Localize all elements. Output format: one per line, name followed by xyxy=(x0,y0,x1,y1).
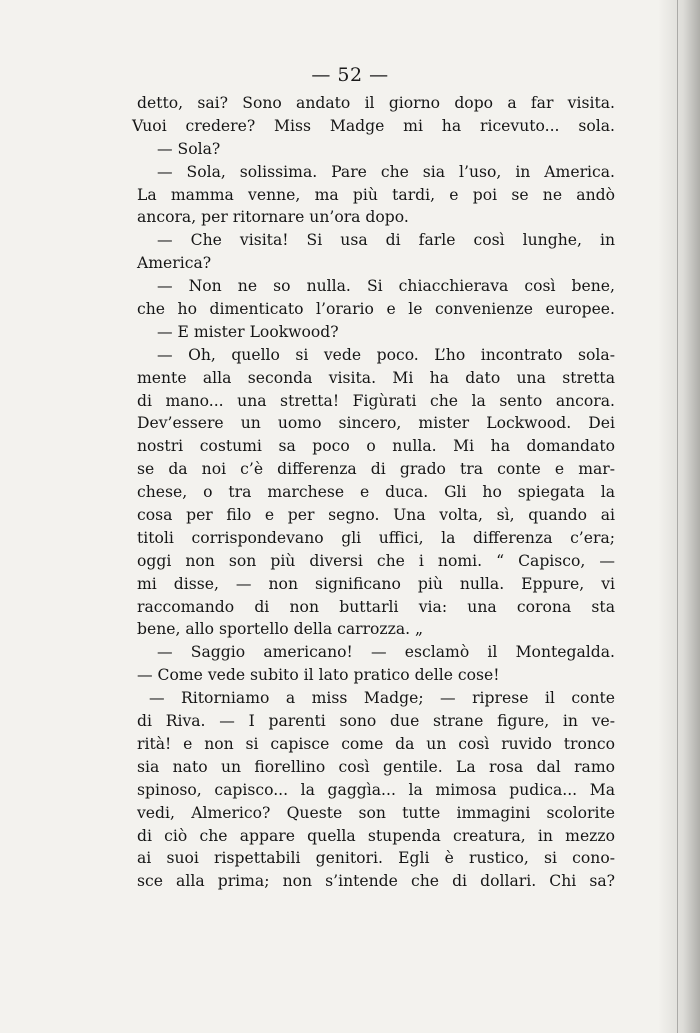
text-line: raccomando di non buttarli via: una corona sta xyxy=(137,597,615,616)
text-line: mi disse, — non significano più nulla. Eppure, vi xyxy=(137,574,615,593)
text-line: detto, sai? Sono andato il giorno dopo a far visita. xyxy=(137,94,615,112)
text-line: bene, allo sportello della carrozza. „ xyxy=(137,620,424,639)
text-line: — Sola? xyxy=(157,139,221,158)
text-line: rità! e non si capisce come da un così ruvido tronco xyxy=(137,734,615,753)
page-edge-line xyxy=(677,0,678,1033)
text-line: — Come vede subito il lato pratico delle cose! xyxy=(137,666,500,685)
text-line: chese, o tra marchese e duca. Gli ho spiegata la xyxy=(137,483,615,502)
text-line: se da noi c’è differenza di grado tra conte e mar- xyxy=(137,460,615,479)
text-line: cosa per filo e per segno. Una volta, sì, quando ai xyxy=(137,506,615,525)
text-line: spinoso, capisco... la gaggìa... la mimosa pudica... Ma xyxy=(137,780,615,799)
text-line: — Sola, solissima. Pare che sia l’uso, in America. xyxy=(157,162,615,181)
text-line: America? xyxy=(137,254,212,273)
text-line: ai suoi rispettabili genitori. Egli è rustico, si cono- xyxy=(137,849,615,868)
text-line: — Oh, quello si vede poco. L’ho incontrato sola- xyxy=(157,345,615,364)
text-line: di ciò che appare quella stupenda creatura, in mezzo xyxy=(137,826,615,845)
text-line: — E mister Lookwood? xyxy=(157,322,339,341)
text-line: oggi non son più diversi che i nomi. “ Capisco, — xyxy=(137,551,615,570)
text-line: — Ritorniamo a miss Madge; — riprese il conte xyxy=(149,689,615,708)
text-line: che ho dimenticato l’orario e le convenienze europee. xyxy=(137,300,615,319)
text-line: — Saggio americano! — esclamò il Montegalda. xyxy=(157,643,615,662)
text-line: sia nato un fiorellino così gentile. La rosa dal ramo xyxy=(137,757,615,776)
text-line: nostri costumi sa poco o nulla. Mi ha domandato xyxy=(137,437,615,456)
text-line: sce alla prima; non s’intende che di dollari. Chi sa? xyxy=(137,872,615,891)
text-line: La mamma venne, ma più tardi, e poi se ne andò xyxy=(137,185,615,204)
text-line: Dev’essere un uomo sincero, mister Lockwood. Dei xyxy=(137,414,615,433)
text-line: di mano... una stretta! Figùrati che la sento ancora. xyxy=(137,391,615,410)
page-edge-shadow xyxy=(658,0,700,1033)
text-line: mente alla seconda visita. Mi ha dato una stretta xyxy=(137,368,615,387)
text-line: Vuoi credere? Miss Madge mi ha ricevuto... sola. xyxy=(132,116,615,135)
page-number: — 52 — xyxy=(311,64,389,86)
text-line: — Che visita! Si usa di farle così lunghe, in xyxy=(157,231,615,250)
text-line: vedi, Almerico? Queste son tutte immagini scolorite xyxy=(137,803,615,822)
text-line: — Non ne so nulla. Si chiacchierava così bene, xyxy=(157,277,615,296)
text-line: titoli corrispondevano gli uffici, la differenza c’era; xyxy=(137,528,615,547)
text-line: ancora, per ritornare un’ora dopo. xyxy=(137,208,409,227)
text-line: di Riva. — I parenti sono due strane figure, in ve- xyxy=(137,712,615,731)
body-text xyxy=(132,92,615,893)
